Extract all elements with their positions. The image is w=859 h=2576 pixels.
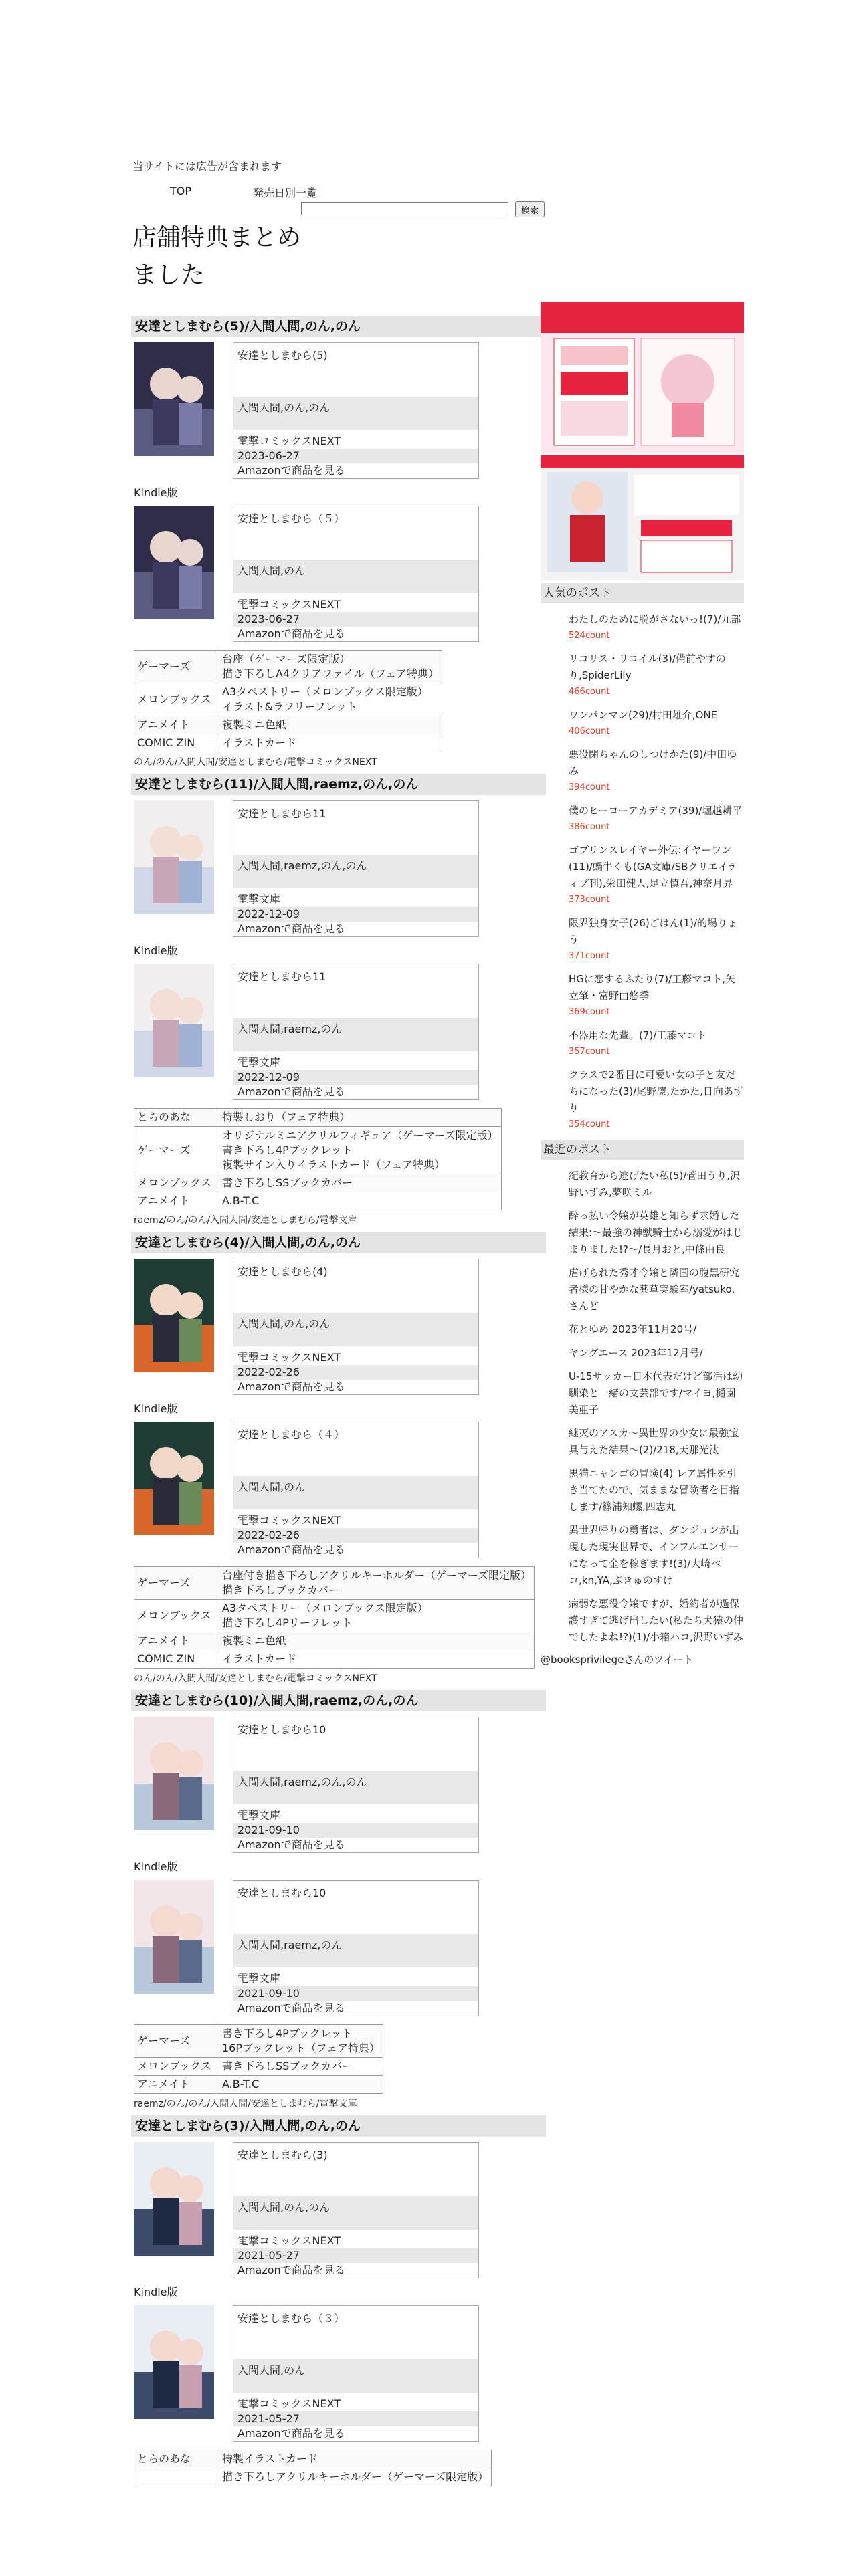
table-row [134,1632,535,1650]
table-row [134,1109,502,1127]
book-info [233,1422,479,1558]
shop-name[interactable]: アニメイト [134,1632,219,1650]
book-author: 入間人間,のん [233,560,478,593]
shop-name[interactable]: メロンブックス [134,1174,219,1192]
bonus-item: A.B-T.C [222,1194,260,1207]
recent-post-item[interactable]: 異世界帰りの勇者は、ダンジョンが出現した現実世界で、インフルエンサーになって金を稼ぎます!(3)/大崎ベコ,kn,YA,ぶきゅのすけ [569,1524,739,1586]
book-title[interactable]: 安達としまむら(5) [237,349,328,362]
sidebar-ads [541,302,744,583]
book-info [233,1880,479,2016]
shop-bonus-table [134,1108,502,1210]
kindle-label: Kindle版 [134,1860,178,1873]
ad-banner-figure-image [541,455,744,580]
book-cover[interactable] [134,964,214,1077]
table-row [134,716,442,734]
popular-post-item [569,1027,744,1059]
bonus-cell [219,1600,535,1632]
recent-post-item[interactable]: U-15サッカー日本代表だけど部活は幼馴染と一緒の文芸部です/マイヨ,樋園美亜子 [569,1370,743,1416]
book-title[interactable]: 安達としまむら(3) [237,2149,328,2161]
main-content [131,313,546,2489]
bonus-cell [219,1650,535,1669]
recent-post-item[interactable]: 継灭のアスカ～異世界の少女に最強宝具与えた結果～(2)/218,天那光汰 [569,1427,739,1456]
amazon-link[interactable]: Amazonで商品を見る [237,1543,345,1556]
book-release-date: 2021-09-10 [233,1823,478,1838]
book-cover[interactable] [134,342,214,456]
table-row [134,1127,502,1174]
recent-post-item[interactable]: 酔っ払い令嬢が英雄と知らず求婚した結果:～最強の神獣騎士から溺愛がはじまりました!?～/長月おと,中條由良 [569,1210,743,1255]
bonus-item: 描き下ろしA4クリアファイル（フェア特典） [222,667,440,680]
amazon-link[interactable]: Amazonで商品を見る [237,627,345,640]
bonus-item: 複製ミニ色紙 [222,718,287,731]
book-cover-image [134,1717,214,1830]
bonus-cell [219,2058,383,2076]
shop-name[interactable]: メロンブックス [134,1600,219,1632]
popular-post-title[interactable]: ゴブリンスレイヤー外伝:イヤーワン(11)/蝸牛くも(GA文庫/SBクリエイティブ刊),栄田健人,足立慎吾,神奈月昇 [569,844,739,889]
book-author: 入間人間,のん [233,1476,478,1509]
kindle-label: Kindle版 [134,944,178,957]
shop-bonus-table [134,2024,383,2094]
book-cover-image [134,2142,214,2256]
book-cover[interactable] [134,2305,214,2419]
book-cover[interactable] [134,1717,214,1830]
tag-links[interactable]: raemz/のん/のん/入間人間/安達としまむら/電撃文庫 [134,2099,357,2109]
book-item [134,1880,546,2023]
book-author: 入間人間,raemz,のん,のん [233,855,478,888]
popular-post-count: 386count [569,822,610,832]
book-title[interactable]: 安達としまむら10 [237,1723,326,1736]
shop-name[interactable]: メロンブックス [134,2058,219,2076]
shop-name[interactable]: ゲーマーズ [134,651,219,683]
book-item [134,506,546,649]
popular-post-item [569,802,744,834]
section-heading[interactable]: 安達としまむら(10)/入間人間,raemz,のん,のん [131,1690,546,1711]
book-cover-image [134,1259,214,1372]
bonus-cell [219,716,442,734]
book-item [134,964,546,1107]
book-title[interactable]: 安達としまむら11 [237,970,326,983]
popular-post-item [569,746,744,794]
bonus-cell [219,2025,383,2058]
book-label: 電撃コミックスNEXT [237,2397,341,2410]
bonus-item: 16Pブックレット（フェア特典） [222,2042,380,2054]
recent-post-item[interactable]: 虐げられた秀才令嬢と隣国の腹黒研究者様の甘やかな薬草実験室/yatsuko,さんど [569,1267,740,1312]
book-cover[interactable] [134,1259,214,1372]
popular-post-item [569,611,744,643]
table-row [134,2450,492,2468]
popular-post-count: 406count [569,726,610,736]
bonus-cell [219,734,442,752]
popular-post-count: 369count [569,1007,610,1017]
book-cover-image [134,800,214,914]
book-label: 電撃文庫 [237,1972,281,1985]
bonus-cell [219,1192,502,1210]
shop-bonus-table [134,1566,535,1669]
bonus-item: 書き下ろしSSブックカバー [222,1176,353,1189]
amazon-link[interactable]: Amazonで商品を見る [237,1085,345,1098]
shop-name[interactable]: COMIC ZIN [134,734,219,752]
bonus-item: 描き下ろしブックカバー [222,1584,339,1596]
recent-post-item[interactable]: 紀教育から逃げたい私(5)/菅田うり,沢野いずみ,夢咲ミル [569,1170,741,1198]
book-item [134,800,546,944]
popular-post-item [569,971,744,1019]
bonus-item: オリジナルミニアクリルフィギュア（ゲーマーズ限定版） [222,1129,498,1142]
book-cover[interactable] [134,800,214,914]
shop-name[interactable]: アニメイト [134,2076,219,2094]
table-row [134,2025,383,2058]
recent-posts-list [541,1168,744,1646]
popular-post-title[interactable]: HGに恋するふたり(7)/工藤マコト,矢立肇・富野由悠季 [569,973,735,1002]
bonus-item: 台座（ゲーマーズ限定版） [222,653,351,665]
ad-banner-figure[interactable] [541,455,744,580]
book-label: 電撃コミックスNEXT [237,2234,341,2247]
book-release-date: 2023-06-27 [233,449,478,463]
amazon-link[interactable]: Amazonで商品を見る [237,2002,345,2014]
site-title[interactable]: 店舗特典まとめました [132,224,302,289]
book-label: 電撃文庫 [237,1056,281,1069]
table-row [134,2058,383,2076]
popular-post-title[interactable]: 悪役閉ちゃんのしつけかた(9)/中田ゆみ [569,748,737,777]
bonus-item: A3タペストリー（メロンブックス限定版） [222,1602,428,1614]
bonus-cell [219,2076,383,2094]
popular-post-item [569,707,744,738]
bonus-item: イラストカード [222,736,297,749]
popular-post-count: 394count [569,782,610,792]
popular-post-item [569,651,744,699]
book-cover[interactable] [134,1422,214,1535]
book-title[interactable]: 安達としまむら11 [237,807,326,820]
book-cover-image [134,506,214,619]
amazon-link[interactable]: Amazonで商品を見る [237,922,345,935]
book-item [134,1717,546,1860]
section-heading[interactable]: 安達としまむら(3)/入間人間,のん,のん [131,2115,546,2137]
bonus-item: 描き下ろしアクリルキーホルダー（ゲーマーズ限定版） [222,2470,489,2483]
shop-name[interactable] [134,2468,219,2486]
recent-post-item[interactable]: 花とゆめ 2023年11月20号/ [569,1323,697,1335]
section-heading[interactable]: 安達としまむら(5)/入間人間,のん,のん [131,316,546,337]
popular-post-title[interactable]: わたしのために脱がさないっ!(7)/九部 [569,613,741,625]
shop-name[interactable]: メロンブックス [134,683,219,716]
bonus-item: 特製イラストカード [222,2452,318,2465]
book-release-date: 2022-02-26 [233,1528,478,1543]
recent-post-item[interactable]: 病弱な悪役令嬢ですが、婚約者が過保護すぎて逃げ出したい(私たち犬猿の仲でしたよね!?)(1)/小箱ハコ,沢野いずみ [569,1598,743,1643]
book-label: 電撃コミックスNEXT [237,1514,341,1527]
book-author: 入間人間,raemz,のん [233,1934,478,1967]
popular-post-count: 357count [569,1047,610,1057]
section-heading[interactable]: 安達としまむら(4)/入間人間,のん,のん [131,1232,546,1253]
book-info [233,342,479,479]
book-author: 入間人間,のん,のん [233,2196,478,2230]
book-release-date: 2022-12-09 [233,907,478,922]
bonus-cell [219,651,442,683]
book-info [233,1259,479,1395]
shop-name[interactable]: アニメイト [134,716,219,734]
bonus-cell [219,1632,535,1650]
kindle-label: Kindle版 [134,1402,178,1415]
book-label: 電撃コミックスNEXT [237,435,341,447]
book-release-date: 2022-12-09 [233,1070,478,1085]
book-cover[interactable] [134,1880,214,1994]
table-row [134,1650,535,1669]
bonus-item: 複製サイン入りイラストカード（フェア特典） [222,1158,446,1171]
popular-post-title[interactable]: 僕のヒーローアカデミア(39)/堀越耕平 [569,804,743,817]
table-row [134,1174,502,1192]
tag-links[interactable]: raemz/のん/のん/入間人間/安達としまむら/電撃文庫 [134,1215,357,1226]
bonus-item: 書き下ろしSSブックカバー [222,2060,353,2072]
popular-post-title[interactable]: 限界独身女子(26)ごはん(1)/的場りょう [569,917,738,946]
book-cover-image [134,1422,214,1535]
book-release-date: 2021-05-27 [233,2411,478,2426]
bonus-cell [219,2450,492,2468]
book-author: 入間人間,のん,のん [233,397,478,430]
bonus-item: A3タペストリー（メロンブックス限定版） [222,685,428,698]
book-item [134,2142,546,2285]
shop-bonus-table [134,2450,492,2486]
book-cover-image [134,1880,214,1994]
table-row [134,1192,502,1210]
popular-posts-heading: 人気のポスト [541,583,744,603]
bonus-item: 特製しおり（フェア特典） [222,1111,351,1123]
shop-name[interactable]: とらのあな [134,2450,219,2468]
sidebar [541,302,744,1667]
tag-links[interactable]: のん/のん/入間人間/安達としまむら/電撃コミックスNEXT [134,757,377,768]
table-row [134,2076,383,2094]
book-release-date: 2023-06-27 [233,612,478,627]
bonus-cell [219,1109,502,1127]
popular-post-title[interactable]: 不器用な先輩。(7)/工藤マコト [569,1029,707,1041]
book-cover[interactable] [134,2142,214,2256]
twitter-timeline-link[interactable]: @booksprivilegeさんのツイート [541,1654,694,1666]
book-title[interactable]: 安達としまむら(4) [237,1265,328,1278]
book-author: 入間人間,のん [233,2359,478,2393]
search-input[interactable] [301,202,508,215]
table-row [134,1600,535,1632]
table-row [134,651,442,683]
table-row [134,2468,492,2486]
table-row [134,683,442,716]
popular-post-item [569,1067,744,1132]
nav-top-link[interactable]: TOP [170,185,192,197]
book-label: 電撃コミックスNEXT [237,1351,341,1364]
book-label: 電撃コミックスNEXT [237,598,341,611]
search-button[interactable]: 検索 [515,201,545,217]
book-item [134,342,546,486]
popular-post-count: 524count [569,631,610,641]
bonus-cell [219,1127,502,1174]
popular-post-count: 373count [569,895,610,905]
book-title[interactable]: 安達としまむら（３） [237,2312,345,2325]
book-info [233,800,479,937]
book-author: 入間人間,raemz,のん [233,1018,478,1051]
kindle-label: Kindle版 [134,2286,178,2298]
popular-post-title[interactable]: リコリス・リコイル(3)/備前やすのり,SpiderLily [569,653,726,681]
shop-name[interactable]: ゲーマーズ [134,1567,219,1600]
bonus-item: イラスト&ラフリーフレット [222,700,357,713]
popular-post-count: 466count [569,687,610,697]
book-release-date: 2022-02-26 [233,1365,478,1380]
bonus-item: A.B-T.C [222,2078,260,2090]
book-release-date: 2021-09-10 [233,1986,478,2001]
book-info [233,2142,479,2278]
recent-posts-heading: 最近のポスト [541,1140,744,1160]
book-title[interactable]: 安達としまむら10 [237,1887,326,1899]
amazon-link[interactable]: Amazonで商品を見る [237,464,345,477]
book-cover-image [134,2305,214,2419]
shop-name[interactable]: COMIC ZIN [134,1650,219,1669]
ad-banner-image [541,302,744,453]
book-title[interactable]: 安達としまむら（４） [237,1428,345,1441]
bonus-item: 台座付き描き下ろしアクリルキーホルダー（ゲーマーズ限定版） [222,1569,532,1582]
popular-post-item [569,915,744,963]
popular-post-title[interactable]: クラスで2番目に可愛い女の子と友だちになった(3)/尾野凛,たかた,日向あずり [569,1069,743,1114]
popular-post-count: 371count [569,951,610,961]
shop-name[interactable]: アニメイト [134,1192,219,1210]
bonus-item: 描き下ろし4Pリーフレット [222,1616,353,1629]
shop-bonus-table [134,650,442,752]
bonus-item: 書き下ろし4Pブックレット [222,1144,353,1156]
recent-post-item[interactable]: ヤングエース 2023年12月号/ [569,1347,703,1359]
table-row [134,734,442,752]
kindle-label: Kindle版 [134,486,178,499]
amazon-link[interactable]: Amazonで商品を見る [237,2427,345,2440]
shop-name[interactable]: ゲーマーズ [134,1127,219,1174]
bonus-cell [219,1174,502,1192]
book-item [134,1422,546,1565]
popular-post-count: 354count [569,1119,610,1130]
bonus-cell [219,683,442,716]
book-release-date: 2021-05-27 [233,2248,478,2263]
shop-name[interactable]: とらのあな [134,1109,219,1127]
book-author: 入間人間,のん,のん [233,1313,478,1346]
bonus-item: 複製ミニ色紙 [222,1634,287,1647]
bonus-item: 書き下ろし4Pブックレット [222,2027,353,2040]
shop-name[interactable]: ゲーマーズ [134,2025,219,2058]
recent-post-item[interactable]: 黒猫ニャンゴの冒険(4) レア属性を引き当てたので、気ままな冒険者を目指します/篠浦知螺,四志丸 [569,1467,739,1513]
book-info [233,506,479,642]
book-item [134,1259,546,1402]
book-label: 電撃文庫 [237,893,281,905]
nav-release-link[interactable]: 発売日別一覧 [253,187,318,199]
book-info [233,964,479,1100]
book-author: 入間人間,raemz,のん,のん [233,1771,478,1804]
table-row [134,1567,535,1600]
book-info [233,2305,479,2442]
bonus-item: イラストカード [222,1652,297,1665]
ad-banner-card-captor[interactable] [541,302,744,453]
book-cover[interactable] [134,506,214,619]
book-item [134,2305,546,2448]
ad-notice: 当サイトには広告が含まれます [132,160,282,173]
amazon-link[interactable]: Amazonで商品を見る [237,1838,345,1851]
popular-posts-list [541,611,744,1132]
book-label: 電撃文庫 [237,1809,281,1822]
top-nav [132,185,547,225]
bonus-cell [219,2468,492,2486]
book-title[interactable]: 安達としまむら（５） [237,512,345,525]
amazon-link[interactable]: Amazonで商品を見る [237,1380,345,1393]
book-cover-image [134,964,214,1077]
popular-post-item [569,842,744,907]
amazon-link[interactable]: Amazonで商品を見る [237,2264,345,2276]
section-heading[interactable]: 安達としまむら(11)/入間人間,raemz,のん,のん [131,774,546,795]
bonus-cell [219,1567,535,1600]
book-info [233,1717,479,1853]
popular-post-title[interactable]: ワンパンマン(29)/村田雄介,ONE [569,709,718,721]
book-cover-image [134,342,214,456]
tag-links[interactable]: のん/のん/入間人間/安達としまむら/電撃コミックスNEXT [134,1673,377,1684]
